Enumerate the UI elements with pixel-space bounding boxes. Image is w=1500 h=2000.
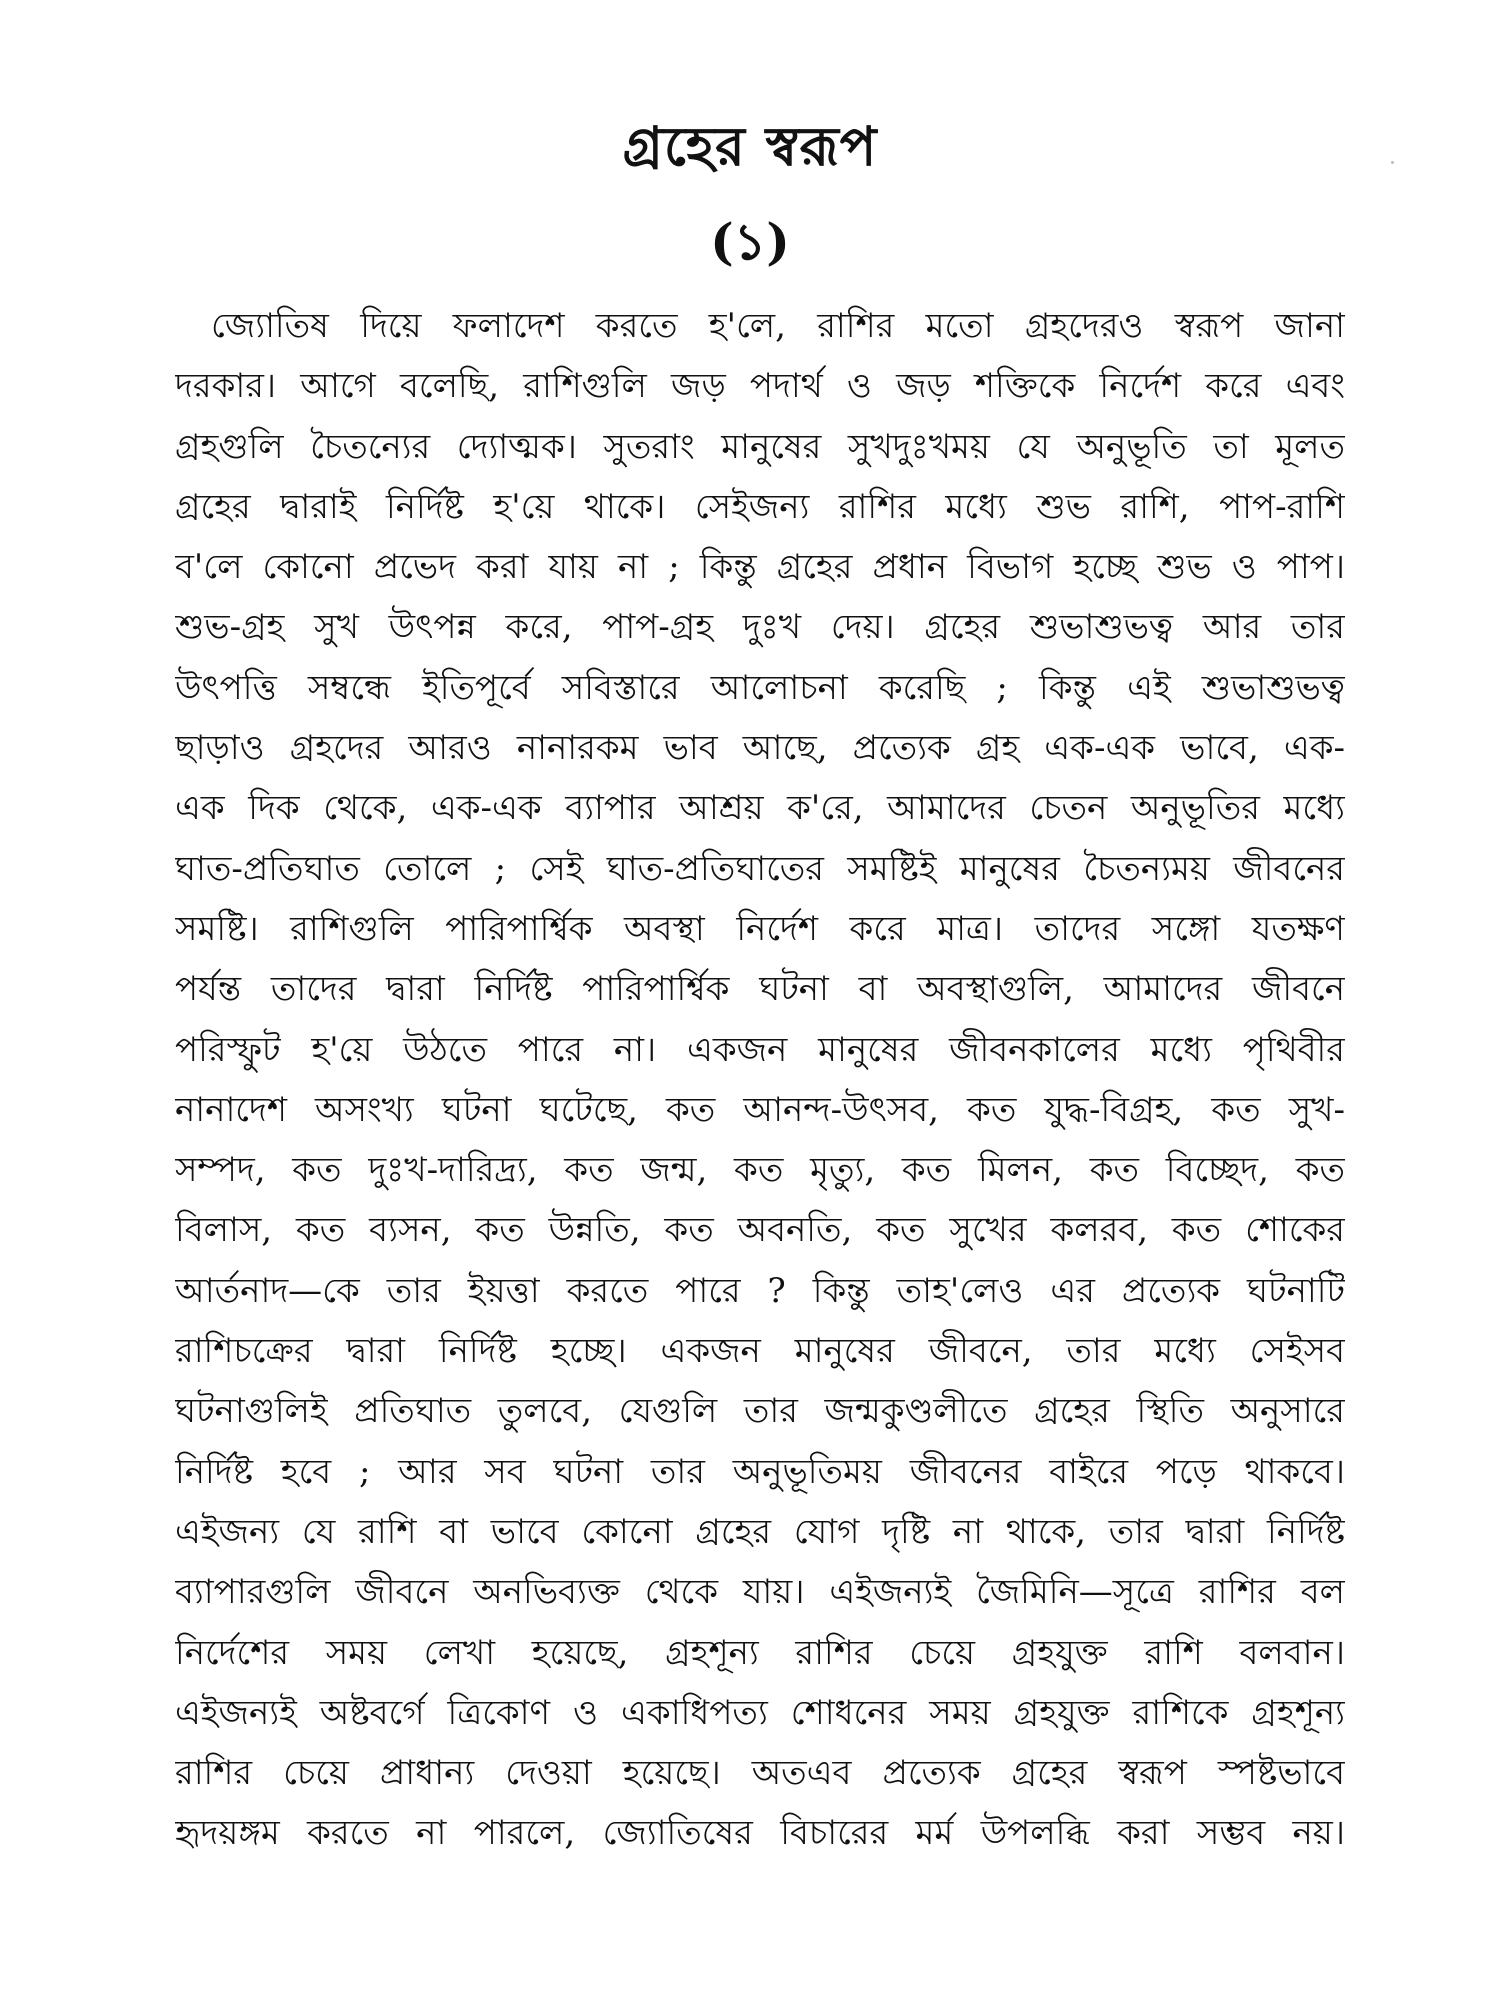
text-line: ঘাত-প্রতিঘাত তোলে ; সেই ঘাত-প্রতিঘাতের সমষ্টিই মানুষের চৈতন্যময় জীবনের xyxy=(175,848,1345,889)
text-line: আর্তনাদ—কে তার ইয়ত্তা করতে পারে ? কিন্তু তাহ'লেও এর প্রত্যেক ঘটনাটি xyxy=(175,1270,1345,1311)
text-line: রাশির চেয়ে প্রাধান্য দেওয়া হয়েছে। অতএব প্রত্যেক গ্রহের স্বরূপ স্পষ্টভাবে xyxy=(175,1753,1345,1794)
text-line: গ্রহের দ্বারাই নির্দিষ্ট হ'য়ে থাকে। সেইজন্য রাশির মধ্যে শুভ রাশি, পাপ-রাশি xyxy=(175,486,1345,527)
text-line: পরিস্ফুট হ'য়ে উঠতে পারে না। একজন মানুষের জীবনকালের মধ্যে পৃথিবীর xyxy=(175,1029,1345,1070)
chapter-title: গ্রহের স্বরূপ xyxy=(622,114,878,178)
text-line: হৃদয়ঙ্গম করতে না পারলে, জ্যোতিষের বিচারের মর্ম উপলব্ধি করা সম্ভব নয়। xyxy=(175,1813,1345,1854)
text-line: জ্যোতিষ দিয়ে ফলাদেশ করতে হ'লে, রাশির মতো গ্রহদেরও স্বরূপ জানা xyxy=(211,306,1345,346)
text-line: ব'লে কোনো প্রভেদ করা যায় না ; কিন্তু গ্রহের প্রধান বিভাগ হচ্ছে শুভ ও পাপ। xyxy=(175,547,1345,588)
text-line: পর্যন্ত তাদের দ্বারা নির্দিষ্ট পারিপার্শ্বিক ঘটনা বা অবস্থাগুলি, আমাদের জীবনে xyxy=(175,969,1345,1010)
text-line: নির্দেশের সময় লেখা হয়েছে, গ্রহশূন্য রাশির চেয়ে গ্রহযুক্ত রাশি বলবান। xyxy=(175,1632,1345,1673)
text-line: সমষ্টি। রাশিগুলি পারিপার্শ্বিক অবস্থা নির্দেশ করে মাত্র। তাদের সঙ্গো যতক্ষণ xyxy=(175,908,1345,949)
text-line: ব্যাপারগুলি জীবনে অনভিব্যক্ত থেকে যায়। এইজন্যই জৈমিনি—সূত্রে রাশির বল xyxy=(175,1572,1345,1613)
text-line: সম্পদ, কত দুঃখ-দারিদ্র্য, কত জন্ম, কত মৃত্যু, কত মিলন, কত বিচ্ছেদ, কত xyxy=(175,1150,1345,1191)
text-line: উৎপত্তি সম্বন্ধে ইতিপূর্বে সবিস্তারে আলোচনা করেছি ; কিন্তু এই শুভাশুভত্ব xyxy=(175,667,1345,708)
text-line: ছাড়াও গ্রহদের আরও নানারকম ভাব আছে, প্রত্যেক গ্রহ এক-এক ভাবে, এক- xyxy=(175,728,1345,769)
text-line: বিলাস, কত ব্যসন, কত উন্নতি, কত অবনতি, কত সুখের কলরব, কত শোকের xyxy=(175,1210,1345,1251)
text-line: এইজন্য যে রাশি বা ভাবে কোনো গ্রহের যোগ দৃষ্টি না থাকে, তার দ্বারা নির্দিষ্ট xyxy=(175,1511,1345,1552)
section-number: (১) xyxy=(710,212,790,271)
text-line: নানাদেশ অসংখ্য ঘটনা ঘটেছে, কত আনন্দ-উৎসব, কত যুদ্ধ-বিগ্রহ, কত সুখ- xyxy=(175,1089,1345,1130)
text-line: এক দিক থেকে, এক-এক ব্যাপার আশ্রয় ক'রে, আমাদের চেতন অনুভূতির মধ্যে xyxy=(175,788,1345,829)
text-line: ঘটনাগুলিই প্রতিঘাত তুলবে, যেগুলি তার জন্মকুণ্ডলীতে গ্রহের স্থিতি অনুসারে xyxy=(175,1391,1345,1432)
text-line: গ্রহগুলি চৈতন্যের দ্যোত্মক। সুতরাং মানুষের সুখদুঃখময় যে অনুভূতি তা মূলত xyxy=(175,426,1345,467)
text-line: নির্দিষ্ট হবে ; আর সব ঘটনা তার অনুভূতিময় জীবনের বাইরে পড়ে থাকবে। xyxy=(175,1451,1345,1492)
text-line: রাশিচক্রের দ্বারা নির্দিষ্ট হচ্ছে। একজন মানুষের জীবনে, তার মধ্যে সেইসব xyxy=(175,1331,1345,1372)
text-line: দরকার। আগে বলেছি, রাশিগুলি জড় পদার্থ ও জড় শক্তিকে নির্দেশ করে এবং xyxy=(175,366,1345,407)
text-line: শুভ-গ্রহ সুখ উৎপন্ন করে, পাপ-গ্রহ দুঃখ দেয়। গ্রহের শুভাশুভত্ব আর তার xyxy=(175,607,1345,648)
print-speck xyxy=(1391,161,1394,164)
text-line: এইজন্যই অষ্টবর্গে ত্রিকোণ ও একাধিপত্য শোধনের সময় গ্রহযুক্ত রাশিকে গ্রহশূন্য xyxy=(175,1692,1345,1733)
body-paragraph xyxy=(175,296,1345,1864)
